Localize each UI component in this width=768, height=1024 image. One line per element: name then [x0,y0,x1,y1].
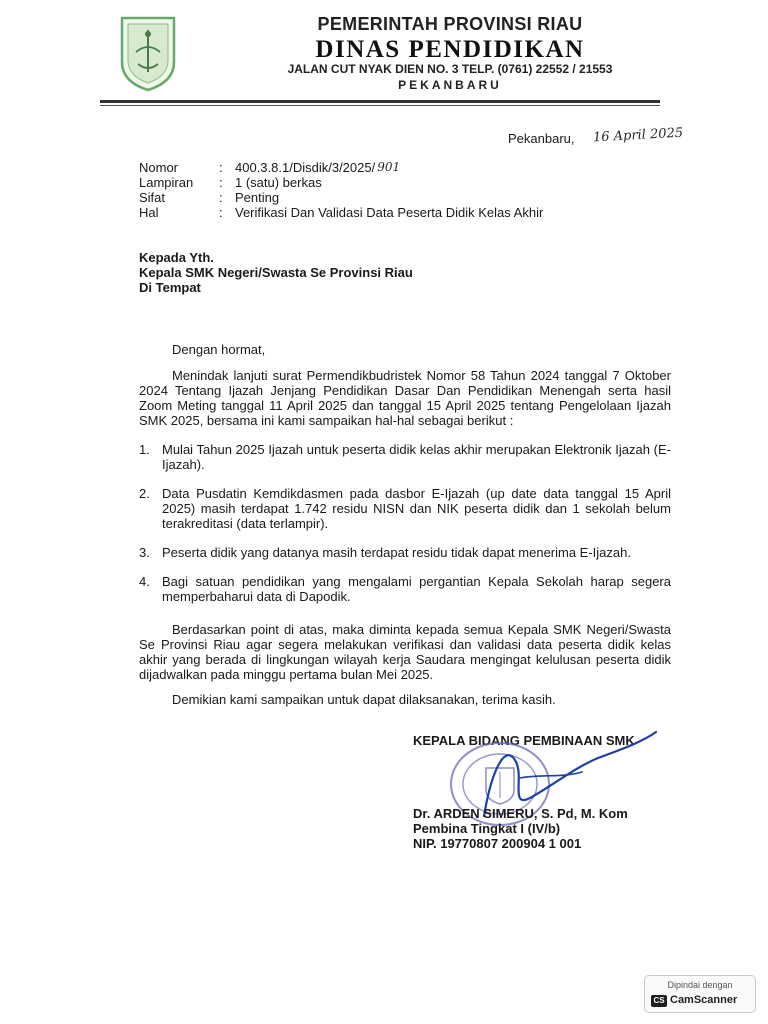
salutation: Dengan hormat, [172,342,266,357]
list-item-number: 3. [139,545,150,560]
meta-separator: : [219,175,223,190]
list-item-number: 1. [139,442,150,457]
meta-nomor-label: Nomor [139,160,179,175]
meta-nomor [139,160,543,175]
list-item-text: Bagi satuan pendidikan yang mengalami pergantian Kepala Sekolah harap segera memperbaharui data di Dapodik. [162,574,671,604]
addressee-line-1: Kepada Yth. [139,250,214,265]
letterhead-rule-thick [100,100,660,103]
list-item-number: 2. [139,486,150,501]
meta-nomor-handwritten: 901 [377,160,401,174]
signatory-name: Dr. ARDEN SIMERU, S. Pd, M. Kom [413,806,628,821]
addressee [139,250,413,295]
body-paragraph-2: Berdasarkan point di atas, maka diminta kepada semua Kepala SMK Negeri/Swasta Se Provinsi Riau agar segera melakukan verifikasi dan validasi data peserta didik kelas akhir yang berada di lingkungan wilayah kerja Saudara mengingat kelulusan peserta didik dijadwalkan pada minggu pertama bulan Mei 2025. [139,622,671,682]
addressee-line-3: Di Tempat [139,280,201,295]
meta-lampiran-label: Lampiran [139,175,194,190]
signatory-details [413,806,628,851]
camscanner-name: CamScanner [670,994,738,1006]
meta-nomor-value: 400.3.8.1/Disdik/3/2025/ [235,160,376,175]
meta-separator: : [219,190,223,205]
letterhead-address: JALAN CUT NYAK DIEN NO. 3 TELP. (0761) 22552 / 21553 [287,62,613,76]
meta-sifat-value: Penting [235,190,280,205]
signatory-rank: Pembina Tingkat I (IV/b) [413,821,561,836]
list-item-text: Mulai Tahun 2025 Ijazah untuk peserta didik kelas akhir merupakan Elektronik Ijazah (E-Ijazah). [162,442,671,472]
closing-line: Demikian kami sampaikan untuk dapat dilaksanakan, terima kasih. [172,692,556,707]
meta-hal-value: Verifikasi Dan Validasi Data Peserta Didik Kelas Akhir [235,205,544,220]
meta-sifat [139,190,543,205]
letterhead-government: PEMERINTAH PROVINSI RIAU [317,14,583,34]
meta-sifat-label: Sifat [139,190,166,205]
camscanner-icon: CS [651,995,667,1007]
list-item [139,442,671,472]
meta-separator: : [219,205,223,220]
meta-lampiran [139,175,543,190]
letterhead-rule-thin [100,105,660,106]
list-item [139,574,671,604]
letter-meta [139,160,543,220]
date-place: Pekanbaru, [508,131,575,146]
list-item-text: Data Pusdatin Kemdikdasmen pada dasbor E-Ijazah (up date data tanggal 15 April 2025) masih terdapat 1.742 residu NISN dan NIK peserta didik dan 1 sekolah belum terakreditasi (data terlampir). [162,486,671,531]
camscanner-badge [644,975,756,1013]
meta-separator: : [219,160,223,175]
signatory-title: KEPALA BIDANG PEMBINAAN SMK [413,733,635,748]
meta-hal [139,205,543,220]
body-paragraph-1: Menindak lanjuti surat Permendikbudristek Nomor 58 Tahun 2024 tanggal 7 Oktober 2024 Tentang Ijazah Jenjang Pendidikan Dasar Dan Pendidikan Menengah serta hasil Zoom Meting tanggal 11 April 2025 dan tanggal 15 April 2025 tentang Pengelolaan Ijazah SMK 2025, bersama ini kami sampaikan hal-hal sebagai berikut : [139,368,671,428]
camscanner-caption: Dipindai dengan [667,980,733,990]
letterhead-city: PEKANBARU [398,78,502,92]
letterhead-agency: DINAS PENDIDIKAN [315,36,585,63]
addressee-line-2: Kepala SMK Negeri/Swasta Se Provinsi Riau [139,265,413,280]
list-item-text: Peserta didik yang datanya masih terdapat residu tidak dapat menerima E-Ijazah. [162,545,631,560]
list-item [139,545,671,560]
date-handwritten: 16 April 2025 [592,125,684,146]
list-item-number: 4. [139,574,150,589]
signatory-nip: NIP. 19770807 200904 1 001 [413,836,582,851]
meta-hal-label: Hal [139,205,159,220]
riau-coat-of-arms-logo [118,12,178,92]
meta-lampiran-value: 1 (satu) berkas [235,175,322,190]
list-item [139,486,671,531]
